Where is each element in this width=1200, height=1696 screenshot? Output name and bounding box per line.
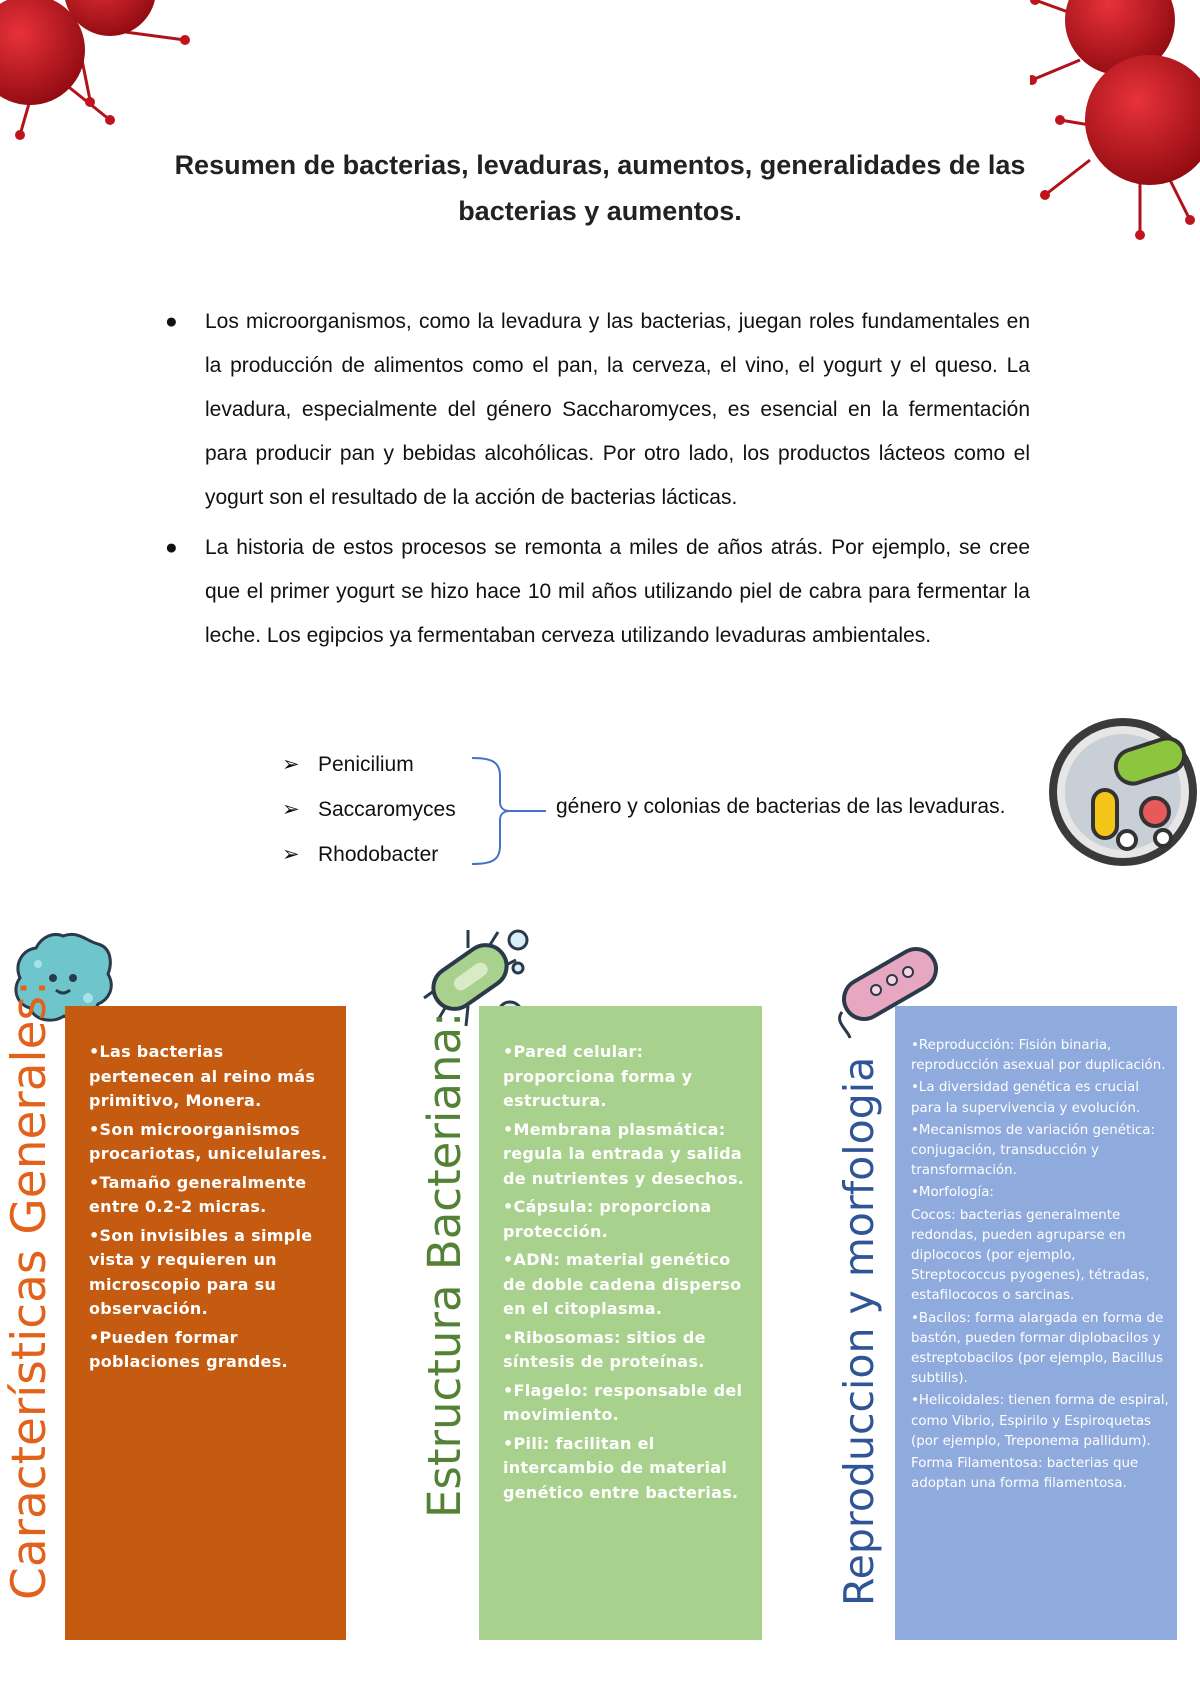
list-item: •Morfología: <box>911 1185 994 1201</box>
list-item: •Flagelo: responsable del movimiento. <box>503 1380 743 1424</box>
panel-reproduccion <box>895 1006 1177 1640</box>
list-item: •Mecanismos de variación genética: conjugación, transducción y transformación. <box>911 1122 1155 1179</box>
list-item: •Pared celular: proporciona forma y estructura. <box>503 1042 693 1110</box>
list-item: •Helicoidales: tienen forma de espiral, como Vibrio, Espirilo y Espiroquetas (por ejemplo, Treponema pallidum). <box>911 1393 1169 1449</box>
list-item <box>282 787 456 832</box>
paragraph-text: La historia de estos procesos se remonta a miles de años atrás. Por ejemplo, se cree que el primer yogurt se hizo hace 10 mil años utilizando piel de cabra para fermentar la leche. Los egipcios ya fermentaban cerveza utilizando levaduras ambientales. <box>205 536 1030 647</box>
brace-connector-icon <box>470 756 550 866</box>
panel-estructura <box>479 1006 762 1640</box>
page-title: Resumen de bacterias, levaduras, aumentos, generalidades de las bacterias y aumentos. <box>174 150 1026 226</box>
genus-label: Penicilium <box>318 753 414 776</box>
list-item: Forma Filamentosa: bacterias que adoptan una forma filamentosa. <box>911 1456 1139 1492</box>
arrow-bullet-icon: ➢ <box>282 798 300 821</box>
list-item: •Son invisibles a simple vista y requieren un microscopio para su observación. <box>89 1225 313 1318</box>
list-item: •Pili: facilitan el intercambio de material genético entre bacterias. <box>503 1433 739 1502</box>
bullet-icon: ● <box>165 536 178 559</box>
list-item: •Son microorganismos procariotas, unicelulares. <box>89 1119 328 1163</box>
list-item: •Pueden formar poblaciones grandes. <box>89 1327 288 1371</box>
panel-list <box>89 1040 332 1375</box>
list-item: •La diversidad genética es crucial para la supervivencia y evolución. <box>911 1080 1141 1116</box>
genera-note: género y colonias de bacterias de las levaduras. <box>556 795 1006 818</box>
genus-label: Saccaromyces <box>318 798 456 821</box>
list-item: •Reproducción: Fisión binaria, reproducción asexual por duplicación. <box>911 1038 1166 1074</box>
list-item <box>165 300 1030 520</box>
panel-heading-caracteristicas: Características Generales: <box>2 980 57 1600</box>
list-item: •Las bacterias pertenecen al reino más primitivo, Monera. <box>89 1042 316 1110</box>
genera-list <box>282 742 456 877</box>
genus-label: Rhodobacter <box>318 843 439 866</box>
virus-icon <box>0 0 220 140</box>
petri-dish-icon <box>1045 712 1200 872</box>
bullet-icon: ● <box>165 310 178 333</box>
list-item <box>282 832 456 877</box>
arrow-bullet-icon: ➢ <box>282 753 300 776</box>
arrow-bullet-icon: ➢ <box>282 843 300 866</box>
list-item: •Membrana plasmática: regula la entrada y salida de nutrientes y desechos. <box>503 1119 745 1188</box>
list-item <box>165 526 1030 658</box>
list-item <box>282 742 456 787</box>
panel-heading-estructura: Estructura Bacteriana: <box>418 1011 471 1518</box>
list-item: •Bacilos: forma alargada en forma de bastón, pueden formar diplobacilos y estreptobacilos (por ejemplo, Bacillus subtilis). <box>911 1310 1164 1387</box>
intro-bullet-list <box>165 300 1030 664</box>
panel-list <box>503 1040 748 1505</box>
list-item: •Cápsula: proporciona protección. <box>503 1197 712 1241</box>
panel-caracteristicas <box>65 1006 346 1640</box>
panel-list <box>911 1036 1169 1494</box>
paragraph-text: Los microorganismos, como la levadura y las bacterias, juegan roles fundamentales en la producción de alimentos como el pan, la cerveza, el vino, el yogurt y el queso. La levadura, especialmente del género Saccharomyces, es esencial en la fermentación para producir pan y bebidas alcohólicas. Por otro lado, los productos lácteos como el yogurt son el resultado de la acción de bacterias lácticas. <box>205 310 1030 509</box>
list-item: Cocos: bacterias generalmente redondas, pueden agruparse en diplococos (por ejemplo, Streptococcus pyogenes), tétradas, estafilococos o sarcinas. <box>911 1207 1150 1304</box>
list-item: •Ribosomas: sitios de síntesis de proteínas. <box>503 1327 706 1371</box>
panel-heading-reproduccion: Reproduccion y morfologia <box>835 1056 883 1606</box>
virus-icon <box>1030 0 1200 260</box>
list-item: •Tamaño generalmente entre 0.2-2 micras. <box>89 1172 307 1216</box>
list-item: •ADN: material genético de doble cadena disperso en el citoplasma. <box>503 1250 742 1318</box>
